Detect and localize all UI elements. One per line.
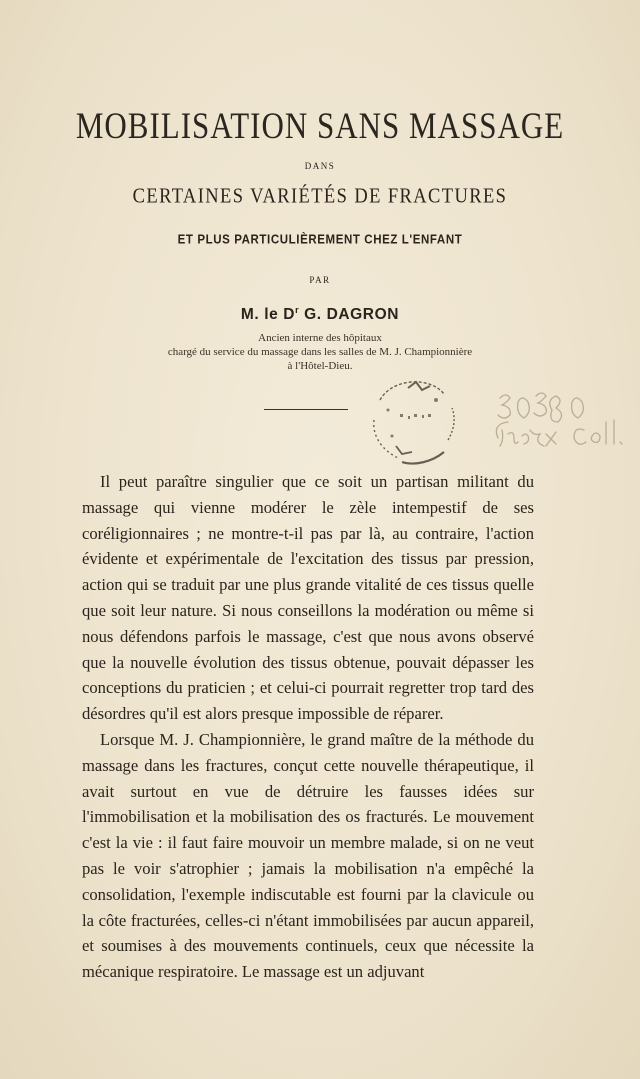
document-title: MOBILISATION SANS MASSAGE (75, 104, 565, 147)
connector-par: PAR (309, 275, 331, 285)
credit-line: chargé du service du massage dans les salles de M. J. Championnière (167, 346, 473, 359)
author-prefix: M. le D (240, 306, 296, 324)
body-text (82, 469, 534, 985)
paragraph: Il peut paraître singulier que ce soit un partisan militant du massage qui vienne modérer le zèle intempestif de ses coréligionnaires ; ne montre-t-il pas par là, au contraire, l'action évidente et expérimentale de l'excitation des tissus par pression, action qui se traduit par une plus grande vitalité de ces tissus quelle que soit leur nature. Si nous conseillons la modération ou même si nous défendons parfois le massage, c'est que nous avons observé que la nouvelle évolution des tissus obtenue, pouvait dépasser les conceptions du praticien ; et celui-ci pourrait regretter trop tard des désordres qu'il est alors presque impossible de réparer. (82, 472, 534, 724)
connector-dans: DANS (304, 161, 336, 171)
credit-line: Ancien interne des hôpitaux (258, 332, 382, 344)
author-name: G. DAGRON (299, 306, 400, 324)
library-stamp-icon (352, 370, 482, 470)
handwritten-note-icon (488, 380, 638, 460)
author-sup: r (295, 305, 300, 315)
document-subtitle: CERTAINES VARIÉTÉS DE FRACTURES (132, 185, 508, 209)
separator-rule (264, 409, 348, 410)
document-subtitle-secondary: ET PLUS PARTICULIÈREMENT CHEZ L'ENFANT (177, 233, 463, 247)
author-credits (0, 331, 640, 374)
author-line (0, 305, 640, 324)
credit-line: à l'Hôtel-Dieu. (287, 360, 353, 373)
paragraph: Lorsque M. J. Championnière, le grand maître de la méthode du massage dans les fractures, conçut cette nouvelle thérapeutique, il avait surtout en vue de détruire les fausses idées sur l'immobilisation et la mobilisation des os fracturés. Le mouvement c'est la vie : il faut faire mouvoir un membre malade, si on ne veut pas le voir s'atrophier ; jamais la mobilisation n'a empêché la consolidation, l'exemple indiscutable est fourni par la clavicule ou la côte fracturées, celles-ci n'étant immobilisées par aucun appareil, et soumises à des mouvements continuels, ceux que nécessite la mécanique respiratoire. Le massage est un adjuvant (82, 729, 534, 982)
